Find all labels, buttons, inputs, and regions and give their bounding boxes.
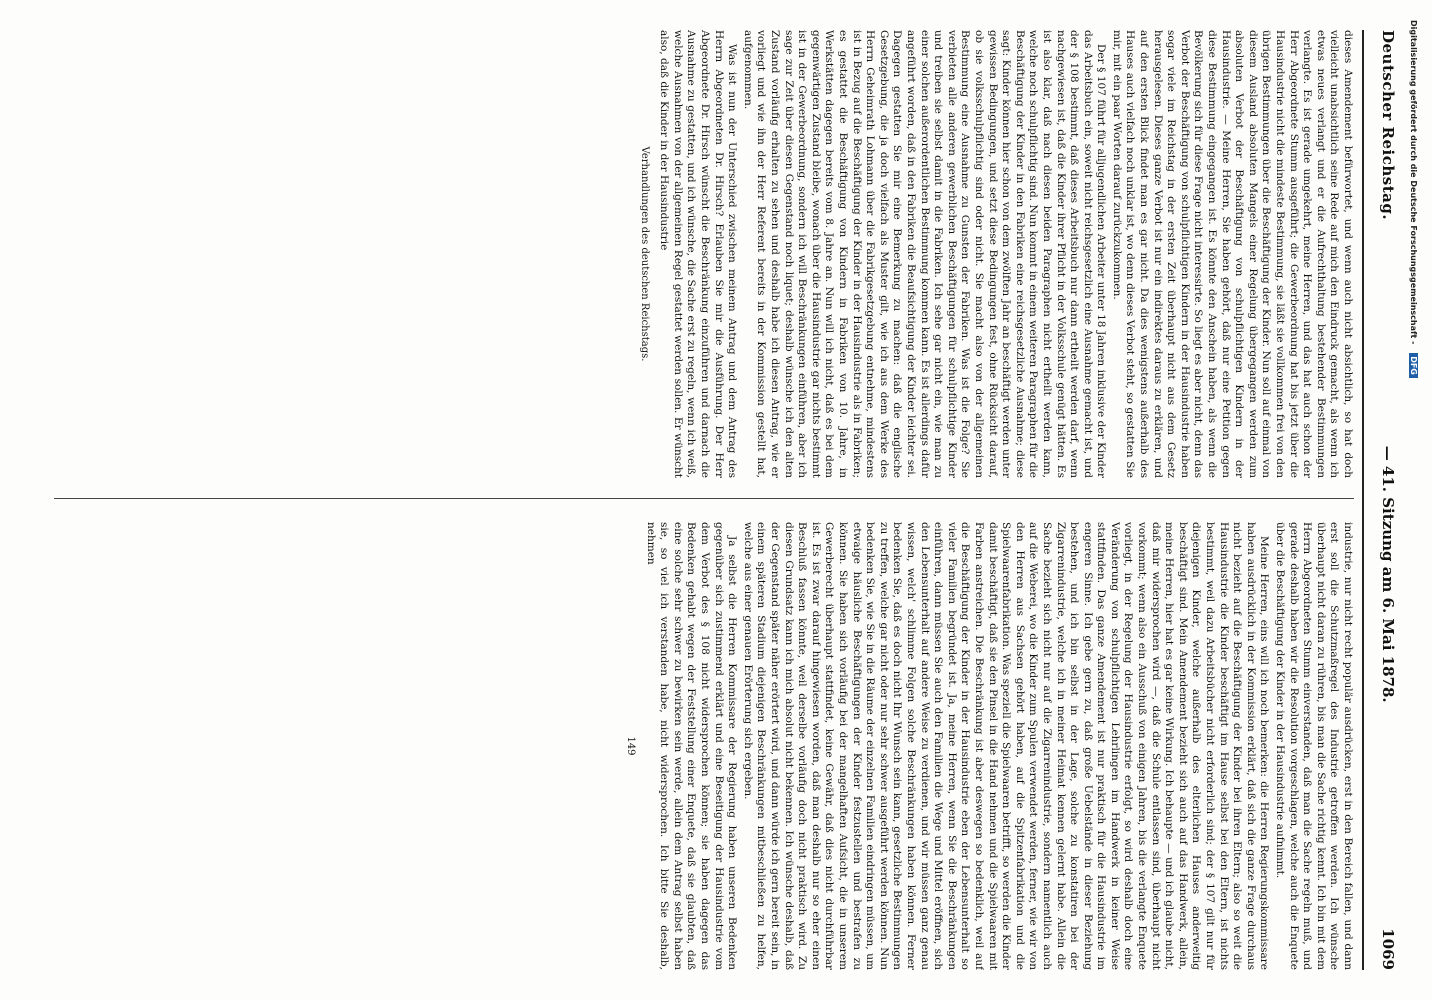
- journal-title: Deutscher Reichstag.: [1379, 30, 1397, 221]
- paragraph: industrie, nur nicht recht populär ausdrücken, erst in den Bereich fallen, und dann erst soll die Schutzmaßregel des Industrie getroffen werden. Ich wünsche überhaupt nicht daran zu rühren, bis man die Sache richtig kennt. Ich bin mit dem Herrn Abgeordneten Stumm einverstanden, daß man die Sache regeln muß, und gerade deshalb haben wir die Resolution vorgeschlagen, welche auch die Enquete über die Beschäftigung der Kinder in der Hausindustrie aufnimmt.: [1274, 522, 1354, 970]
- dfg-logo: DFG: [1409, 353, 1418, 378]
- page-header: [1366, 30, 1410, 970]
- digitization-credit: [1409, 20, 1418, 1000]
- header-rule: [1362, 30, 1364, 970]
- paragraph: Der § 107 führt für alljugendlichen Arbeiter unter 18 Jahren inklusive der Kinder das Arbeitsbuch ein, soweit nicht reichsgesetzlich eine Ausnahme gemacht ist, und der § 108 bestimmt, daß dieses Arbeitsbuch nur dann ertheilt werden darf, wenn nachgewiesen ist, daß die Kinder ihrer Pflicht in der Volksschule genügt hätten. Es ist also klar, daß nach diesen beiden Paragraphen nicht ertheilt werden kann, welche noch schulpflichtig sind. Nun kommt in einem weiteren Paragraphen für die Beschäftigung der Kinder in den Fabriken eine reichsgesetzliche Ausnahme; diese sagt: Kinder können hier schon von dem zwölften Jahr an beschäftigt werden unter gewissen Bedingungen, und setzt diese Bedingungen fest, ohne Rücksicht darauf, ob sie volksschulpflichtig sind oder nicht. Sie macht also von der allgemeinen Bestimmung eine Ausnahme zu Gunsten der Fabriken. Was ist die Folge? Sie verbieten alle anderen gewerblichen Beschäftigungen für schulpflichtige Kinder und treiben sie selbst damit in die Fabriken. Ich sehe gar nicht ein, wie man zu einer solchen außerordentlichen Bestimmung kommen kann. Es ist allerdings dafür angeführt worden, daß in den Fabriken die Beaufsichtigung der Kinder leichter sei. Dagegen gestatten Sie mir eine Bemerkung zu machen: daß die englische Gesetzgebung, die ja doch vielfach als Muster gilt, wie ich aus dem Werke des Herrn Geheimrath Lohmann über die Fabrikgesetzgebung entnehme, mindestens ist in Bezug auf die Beschäftigung der Kinder in der Hausindustrie als in Fabriken; es gestattet die Beschäftigung von Kindern in Fabriken von 10. Jahre, in Werkstätten dagegen bereits vom 8. Jahre an. Nun will ich nicht, daß es bei dem gegenwärtigen Zustand bleibe, wonach über die Hausindustrie gar nichts bestimmt ist in der Gewerbeordnung, sondern ich will Beschränkungen einführen, aber ich sage zur Zeit über diesen Gegenstand noch liquet; deshalb wünsche ich den alten Zustand vorläufig erhalten zu sehen und deshalb habe ich diesen Antrag, wie er vorliegt und wie ihn der Herr Referent bereits in der Kommission gestellt hat, aufgenommen.: [741, 30, 1108, 478]
- right-column: [54, 522, 1354, 970]
- session-date: — 41. Sitzung am 6. Mai 1878.: [1379, 445, 1397, 703]
- column-divider: [54, 498, 1354, 499]
- signature-mark: 149: [625, 736, 637, 756]
- page-number: 1069: [1379, 928, 1397, 970]
- paragraph: Was ist nun der Unterschied zwischen meinem Antrag und dem Antrag des Herrn Abgeordneten Dr. Hirsch? Erlauben Sie mir die Ausführung. Der Herr Abgeordnete Dr. Hirsch wünscht die Beschränkung einzuführen und darnach die Ausnahme zu gestatten, und ich wünsche, die Sache erst zu regeln, wenn ich weiß, welche Ausnahmen von der allgemeinen Regel gestattet werden sollen. Er wünscht also, daß die Kinder in der Hausindustrie: [658, 30, 739, 478]
- column-footer: Verhandlungen des deutschen Reichstags.: [638, 146, 650, 362]
- paragraph: Ja selbst die Herren Kommissare der Regierung haben unseren Bedenken gegenüber sich zustimmend erklärt und eine Beseitigung der Hausindustrie vom dem Verbot des § 108 nicht widersprochen können; sie haben dagegen das Bedenken gehabt wegen der Feststellung einer Enquete, daß sie glaubten, daß eine solche sehr schwer zu bewirken sein werde, allein dem Antrag selbst haben sie, so viel ich verstanden habe, nicht widersprochen. Ich bitte Sie deshalb, nehmen: [644, 522, 739, 970]
- rotated-page-content: [30, 30, 1410, 970]
- paragraph: dieses Amendement befürwortet, und wenn auch nicht absichtlich, so hat doch vielleicht unabsichtlich seine Rede auf mich den Eindruck gemacht, als wenn ich etwas neues verlangt und er die Aufrechthaltung bestehender Bestimmungen verlangte. Es ist gerade umgekehrt, meine Herren, und das hat auch schon der Herr Abgeordnete Stumm ausgeführt; die Gewerbeordnung hat bis jetzt über die Hausindustrie nicht die mindeste Bestimmung, sie läßt sie vollkommen frei von den übrigen Bestimmungen über die Beschäftigung der Kinder. Nun soll auf einmal von diesem Ausland absoluten Mangels einer Regelung übergegangen werden zum absoluten Verbot der Beschäftigung von schulpflichtigen Kindern in der Hausindustrie. — Meine Herren, Sie haben gehört, daß nur eine Petition gegen diese Bestimmung eingegangen ist. Es könnte den Anschein haben, als wenn die Bevölkerung sich für diese Frage nicht interessirte. So liegt es aber nicht, denn das Verbot der Beschäftigung von schulpflichtigen Kindern in der Hausindustrie haben sogar viele im Reichstag in der ersten Zeit überhaupt nicht aus dem Gesetz herausgelesen. Dieses ganze Verbot ist nur ein indirektes daraus zu erklären, und auf den ersten Blick findet man es gar nicht. Da dies wenigstens außerhalb des Hauses auch vielfach noch unklar ist, wo denn dieses Verbot steht, so gestatten Sie mir, mit ein paar Worten darauf zurückzukommen.: [1110, 30, 1354, 478]
- credit-text: Digitalisierung gefördert durch die Deutsche Forschungsgemeinschaft -: [1409, 20, 1418, 345]
- paragraph: Meine Herren, eins will ich noch bemerken: die Herren Regierungskommissare haben ausdrücklich in der Kommission erklärt, daß sich die ganze Frage durchaus nicht bezieht auf die Beschäftigung der Kinder bei ihren Eltern; also so weit die Hausindustrie die Kinder beschäftigt im Hause selbst bei den Eltern, ist nichts bestimmt, weil dazu Arbeitsbücher nicht erforderlich sind; der § 107 gilt nur für diejenigen Kinder, welche außerhalb des elterlichen Hauses anderweitig beschäftigt sind. Mein Amendement bezieht sich auch auf das Handwerk, allein, meine Herren, hier hat es gar keine Wirkung. Ich behaupte — und ich glaube nicht, daß mir widersprochen wird —, daß die Schule entlassen sind, überhaupt nicht vorkommt; wenn also ein Ausschuß von einigen Jahren, bis die verlangte Enquete vorliegt, in der Regelung der Hausindustrie erfolgt, so wird deshalb doch eine Veränderung von schulpflichtigen Lehrlingen im Handwerk in keiner Weise stattfinden. Das ganze Amendement ist nur praktisch für die Hausindustrie im engeren Sinne. Ich gebe gern zu, daß große Uebelstände in dieser Beziehung bestehen, und ich bin selbst in der Lage, solche zu konstatiren bei der Zigarrenindustrie, welche ich in meiner Heimat kennen gelernt habe. Allein die Sache bezieht sich nicht nur auf die Zigarrenindustrie, sondern namentlich auch auf die Weberei, wo die Kinder zum Spulen verwendet werden, ferner, wie wir von den Herren aus Sachsen gehört haben, auf die Spitzenfabrikation und die Spielwaarenfabrikation. Was speziell die Spielwaaren betrifft, so werden die Kinder damit beschäftigt, daß sie den Pinsel in die Hand nehmen und die Spielwaaren mit Farben anstreichen. Die Beschränkung ist aber deswegen so bedenklich, weil auf die Beschäftigung der Kinder in der Hausindustrie eben der Lebensunterhalt so vieler Familien begründet ist. Ja, meine Herren, wenn Sie die Beschränkungen einführen, dann müssen Sie auch den Familien die Wege und Mittel eröffnen, sich den Lebensunterhalt auf andere Weise zu verdienen, und wir müssen ganz genau wissen, welch' schlimme Folgen solche Beschränkungen haben können. Ferner bedenken Sie, daß es doch nicht Ihr Wunsch sein kann, gesetzliche Bestimmungen zu treffen, welche gar nicht oder nur sehr schwer ausgeführt werden können. Nun bedenken Sie, wie Sie in die Räume der einzelnen Familien eindringen müssen, um etwaige häusliche Beschäftigungen der Kinder festzustellen und bestrafen zu können. Sie haben sich vorläufig bei der mangelhaften Aufsicht, die in unserem Gewerberecht überhaupt stattfindet, keine Gewähr, daß dies nicht durchführbar ist. Es ist zwar darauf hingewiesen worden, daß man deshalb nur so eher einen Beschluß fassen könnte, weil derselbe vorläufig doch nicht praktisch wird. Zu diesen Grundsatz kann ich mich absolut nicht bekennen. Ich wünsche deshalb, daß der Gegenstand später näher erörtert wird, und dann würde ich gern bereit sein, in einem späteren Stadium diejenigen Beschränkungen mitbeschließen zu helfen, welche aus einer genauen Erörterung sich ergeben.: [741, 522, 1271, 970]
- left-column: [54, 30, 1354, 478]
